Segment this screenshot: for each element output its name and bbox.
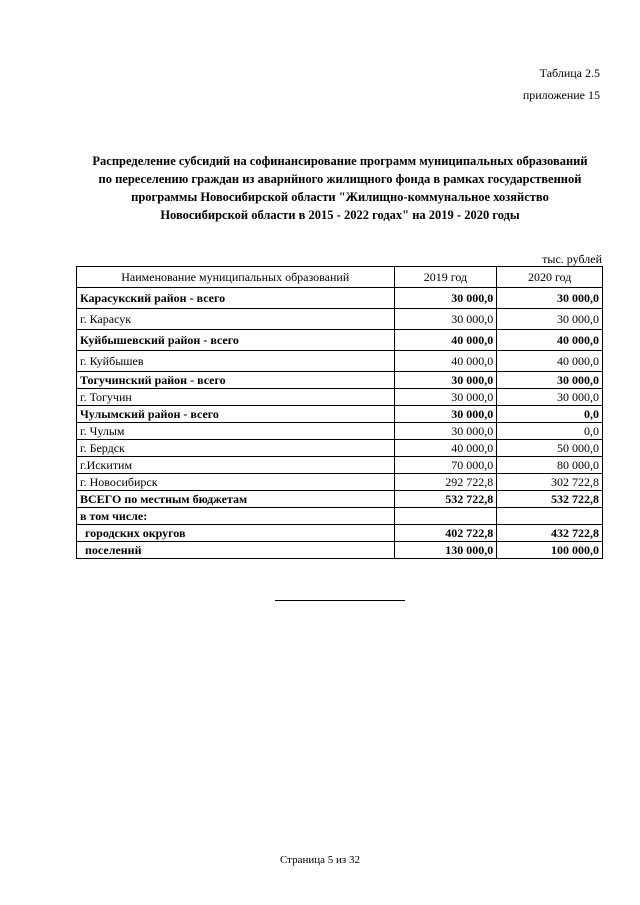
table-row	[77, 457, 603, 474]
header-2019: 2019 год	[394, 267, 497, 288]
table-row	[77, 351, 603, 372]
table-row	[77, 406, 603, 423]
value-2020: 0,0	[497, 406, 603, 423]
row-name: г. Куйбышев	[77, 351, 395, 372]
table-row	[77, 330, 603, 351]
header-name: Наименование муниципальных образований	[77, 267, 395, 288]
table-row	[77, 309, 603, 330]
document-title	[70, 152, 610, 224]
separator-line	[275, 600, 405, 601]
title-line: Распределение субсидий на софинансирование программ муниципальных образований	[92, 154, 588, 168]
value-2019: 40 000,0	[394, 351, 497, 372]
value-2020: 50 000,0	[497, 440, 603, 457]
value-2019: 30 000,0	[394, 423, 497, 440]
row-name: г. Тогучин	[77, 389, 395, 406]
units-label: тыс. рублей	[542, 252, 602, 266]
table-row-total	[77, 491, 603, 508]
value-2020: 40 000,0	[497, 351, 603, 372]
table-row	[77, 508, 603, 525]
value-2020: 30 000,0	[497, 288, 603, 309]
row-name: городских округов	[77, 525, 395, 542]
title-line: Новосибирской области в 2015 - 2022 годах" на 2019 - 2020 годы	[160, 208, 520, 222]
value-2019: 40 000,0	[394, 440, 497, 457]
row-name: Тогучинский район - всего	[77, 372, 395, 389]
row-name: г. Бердск	[77, 440, 395, 457]
table-row	[77, 372, 603, 389]
appendix-label: приложение 15	[522, 88, 600, 102]
value-2019: 30 000,0	[394, 389, 497, 406]
value-2019: 30 000,0	[394, 406, 497, 423]
value-2020: 40 000,0	[497, 330, 603, 351]
value-2019: 402 722,8	[394, 525, 497, 542]
row-name: поселений	[77, 542, 395, 559]
value-2020: 30 000,0	[497, 372, 603, 389]
table-header-row	[77, 267, 603, 288]
row-name: г. Чулым	[77, 423, 395, 440]
row-name: Карасукский район - всего	[77, 288, 395, 309]
title-line: программы Новосибирской области "Жилищно-коммунальное хозяйство	[131, 190, 549, 204]
table-row	[77, 423, 603, 440]
row-name: г.Искитим	[77, 457, 395, 474]
value-2019: 70 000,0	[394, 457, 497, 474]
row-name: Чулымский район - всего	[77, 406, 395, 423]
header-2020: 2020 год	[497, 267, 603, 288]
row-name: в том числе:	[77, 508, 395, 525]
value-2020	[497, 508, 603, 525]
row-name: г. Карасук	[77, 309, 395, 330]
subsidy-table	[76, 266, 603, 559]
value-2019: 532 722,8	[394, 491, 497, 508]
value-2019: 30 000,0	[394, 309, 497, 330]
value-2020: 532 722,8	[497, 491, 603, 508]
table-row	[77, 525, 603, 542]
value-2020: 432 722,8	[497, 525, 603, 542]
value-2019: 40 000,0	[394, 330, 497, 351]
value-2020: 30 000,0	[497, 389, 603, 406]
table-row	[77, 474, 603, 491]
value-2019: 30 000,0	[394, 288, 497, 309]
row-name: ВСЕГО по местным бюджетам	[77, 491, 395, 508]
row-name: г. Новосибирск	[77, 474, 395, 491]
table-row	[77, 288, 603, 309]
table-number-label: Таблица 2.5	[539, 66, 600, 80]
value-2020: 0,0	[497, 423, 603, 440]
value-2020: 100 000,0	[497, 542, 603, 559]
value-2019	[394, 508, 497, 525]
title-line: по переселению граждан из аварийного жилищного фонда в рамках государственной	[98, 172, 582, 186]
page-number: Страница 5 из 32	[279, 854, 361, 866]
value-2019: 30 000,0	[394, 372, 497, 389]
row-name: Куйбышевский район - всего	[77, 330, 395, 351]
value-2020: 30 000,0	[497, 309, 603, 330]
value-2019: 130 000,0	[394, 542, 497, 559]
table-row	[77, 542, 603, 559]
value-2020: 80 000,0	[497, 457, 603, 474]
table-row	[77, 389, 603, 406]
value-2019: 292 722,8	[394, 474, 497, 491]
table-row	[77, 440, 603, 457]
value-2020: 302 722,8	[497, 474, 603, 491]
